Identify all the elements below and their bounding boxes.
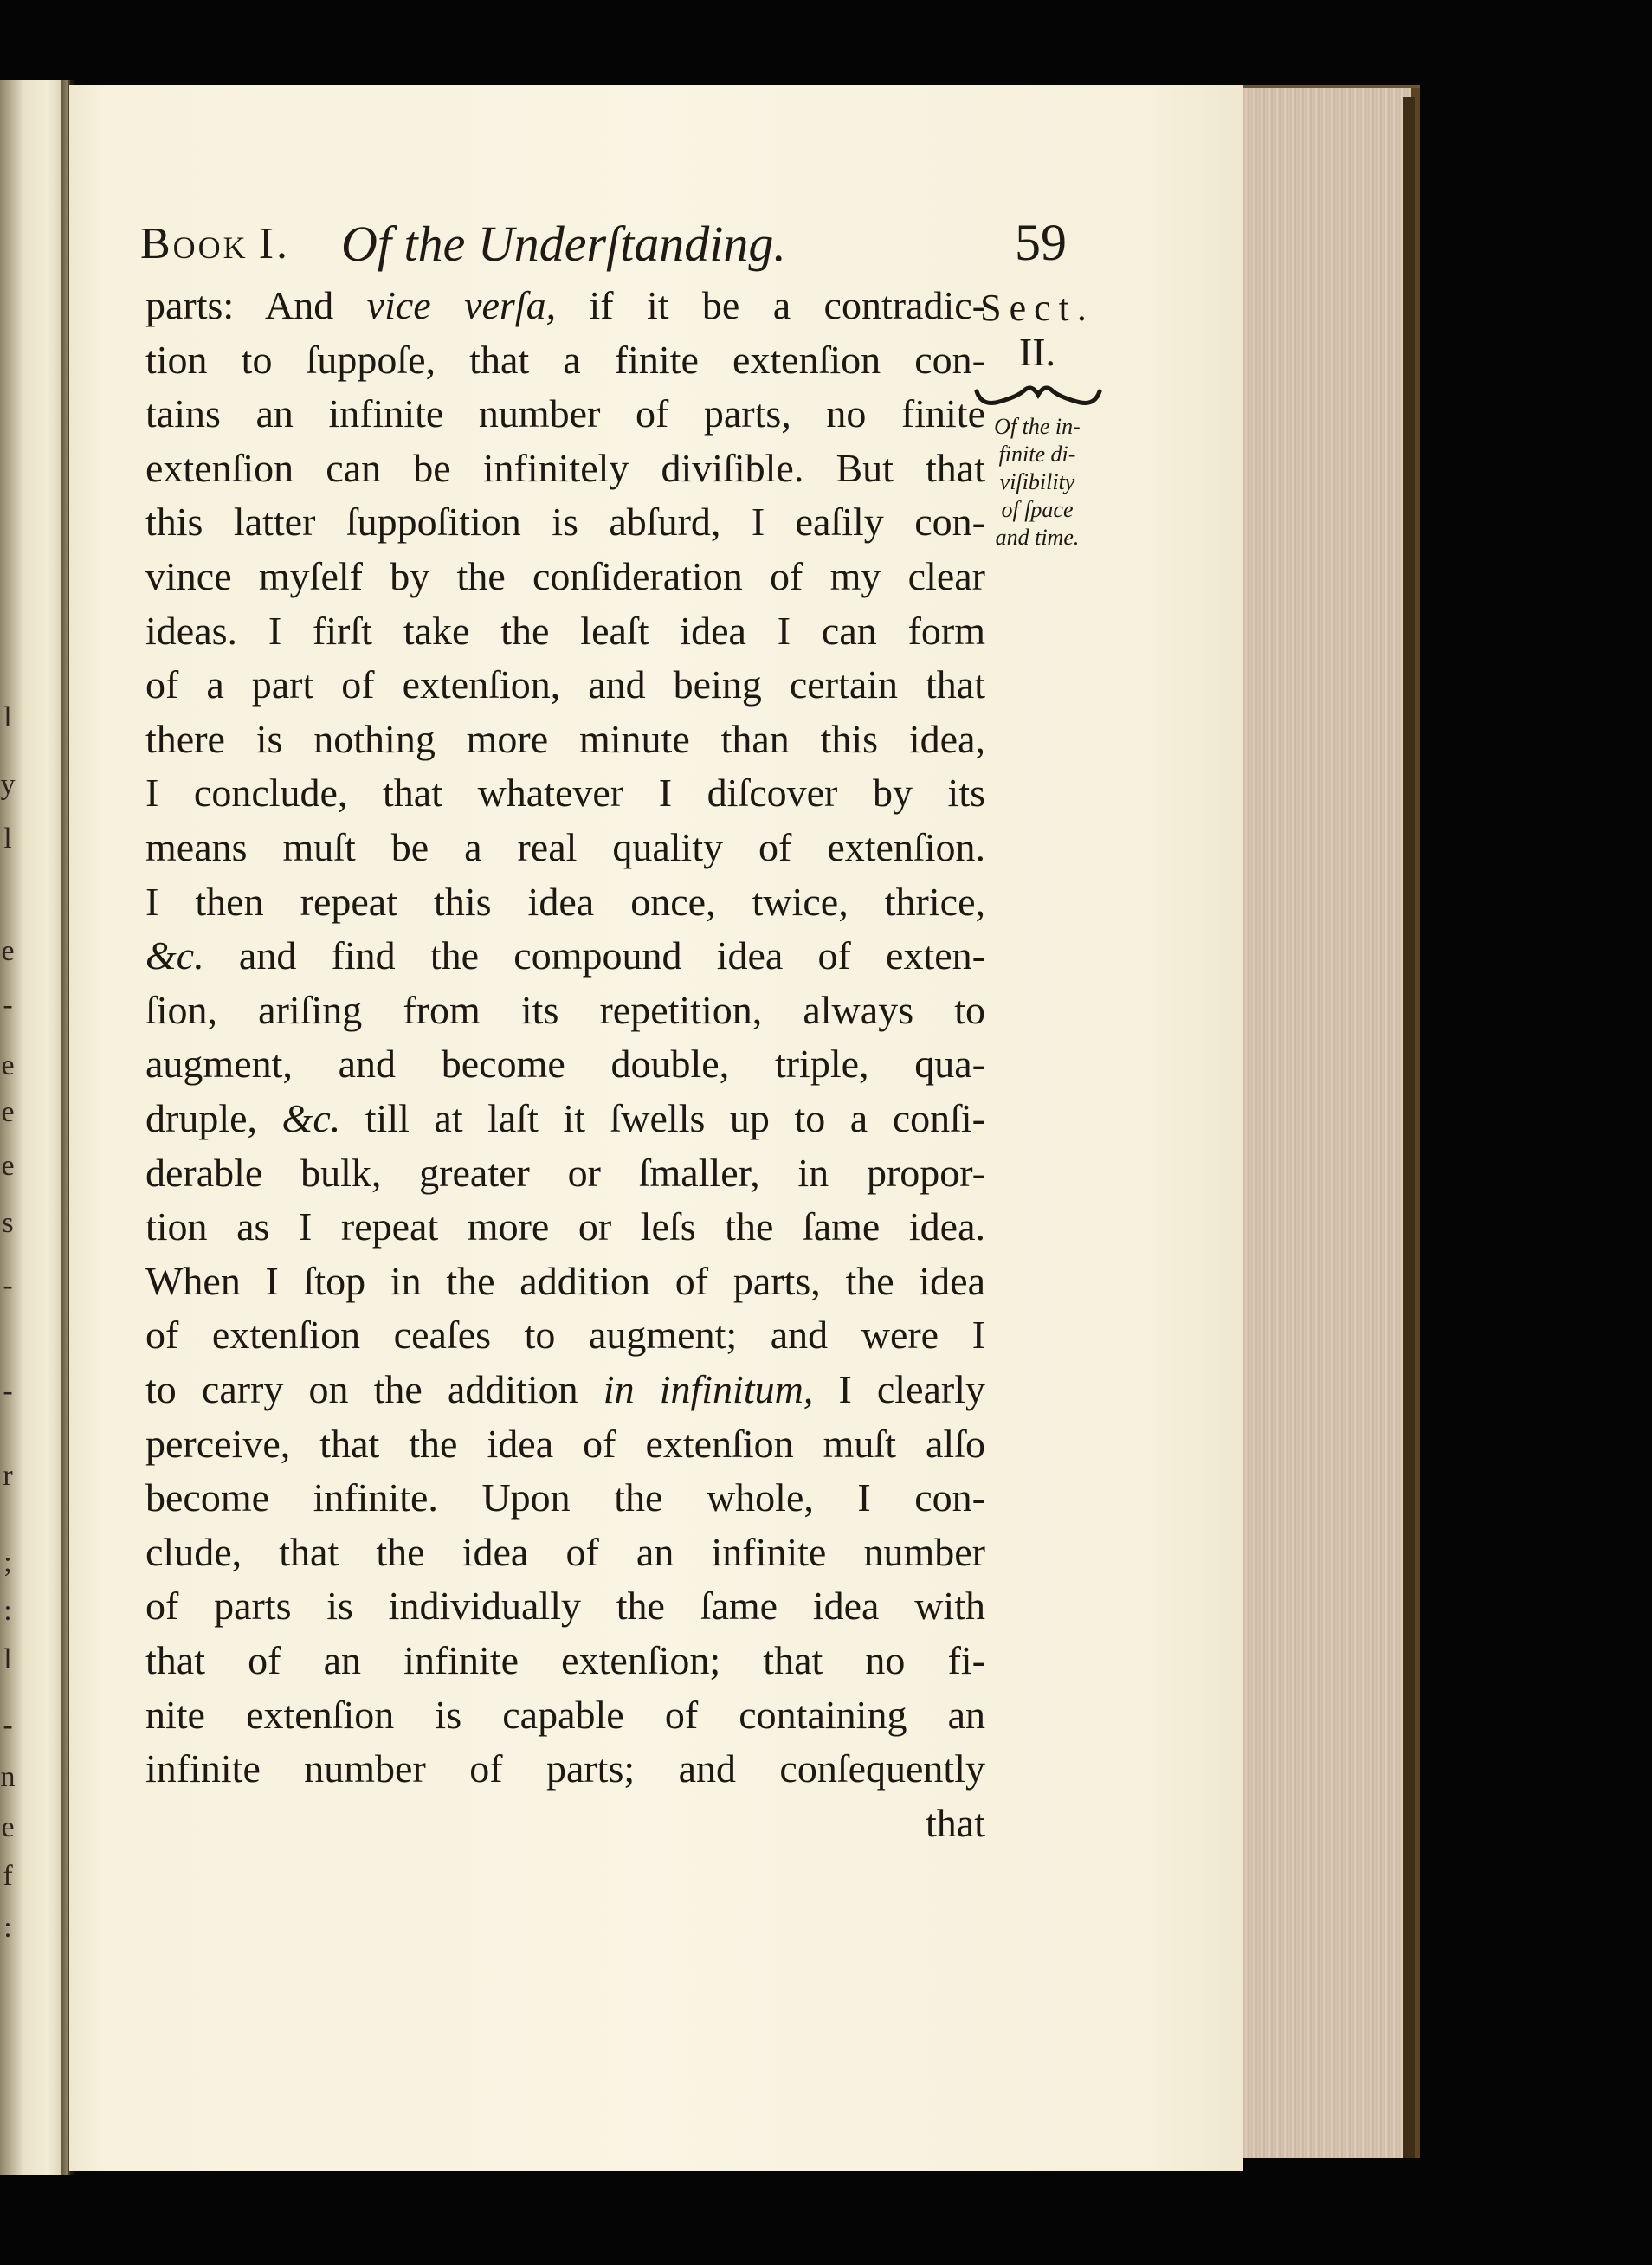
left-page-letter: l [3,701,12,733]
text-line: of a part of extenſion, and being certain that [145,662,985,707]
left-page-letter: : [3,1595,12,1627]
left-page-letter: e [1,1049,15,1081]
page-fore-edge [1235,88,1420,2158]
page-number: 59 [1015,214,1067,271]
header-book-number: I. [258,219,291,268]
left-page-letter: - [3,1269,13,1301]
text-line: clude, that the idea of an infinite number [145,1529,985,1574]
left-page-letter: - [3,989,13,1021]
text-line: druple, &c. till at laſt it ſwells up to a conſi- [145,1096,985,1140]
text-line: I conclude, that whatever I diſcover by its [145,771,985,816]
header-title: Of the Underſtanding. [341,216,786,272]
marginal-note-line: viſibility [999,469,1075,494]
text-line: nite extenſion is capable of containing an [145,1692,985,1737]
left-page-letter: - [3,1375,13,1407]
brace-ornament [973,383,1103,409]
text-line: derable bulk, greater or ſmaller, in propor- [145,1150,985,1195]
text-line: &c. and find the compound idea of exten- [145,933,985,978]
left-page-letter: f [3,1860,13,1892]
left-page-letter: ; [3,1546,12,1578]
text-line: extenſion can be infinitely diviſible. But that [145,445,985,490]
marginal-note-line: and time. [995,525,1080,550]
header-book-word: Book [140,219,248,268]
text-line: When I ſtop in the addition of parts, the idea [145,1258,985,1303]
text-line: this latter ſuppoſition is abſurd, I eaſily con- [145,500,985,545]
left-page-letter: s [2,1207,14,1239]
text-line: vince myſelf by the conſideration of my clear [145,554,985,598]
text-line: become infinite. Upon the whole, I con- [145,1475,985,1520]
left-page-letter: e [1,1096,15,1128]
text-line: parts: And vice verſa, if it be a contradic- [145,283,985,327]
left-page-letter: e [1,1150,15,1182]
text-line: augment, and become double, triple, qua- [145,1042,985,1087]
text-line: means muſt be a real quality of extenſion. [145,825,985,869]
left-page-letter: y [0,769,16,801]
section-label: Sect. [980,287,1094,329]
left-page-letter: e [1,1811,15,1843]
running-header [140,213,1067,282]
text-line: tion as I repeat more or leſs the ſame idea. [145,1204,985,1249]
text-line: infinite number of parts; and conſequently [145,1746,985,1791]
text-line: that [926,1800,985,1845]
marginal-note-line: of ſpace [1001,497,1074,522]
text-line: tains an infinite number of parts, no finite [145,391,985,436]
text-line: I then repeat this idea once, twice, thrice, [145,879,985,924]
left-page-letter: l [3,1643,12,1675]
text-line: perceive, that the idea of extenſion muſt alſo [145,1421,985,1466]
left-page-letter: e [1,935,15,967]
text-line: tion to ſuppoſe, that a finite extenſion con- [145,337,985,382]
text-line: of extenſion ceaſes to augment; and were I [145,1313,985,1358]
text-line: of parts is individually the ſame idea with [145,1584,985,1629]
left-page-letter: l [3,823,12,855]
book-cover-board [1403,97,1415,2158]
header-book [140,218,290,269]
text-line: to carry on the addition in infinitum, I clearly [145,1367,986,1411]
left-page-letter: : [3,1912,12,1944]
section-number: II. [1018,330,1056,374]
text-line: that of an infinite extenſion; that no fi- [145,1638,985,1682]
left-page-letter: - [3,1709,13,1741]
marginal-note-line: Of the in- [994,414,1081,439]
text-line: ideas. I firſt take the leaſt idea I can form [145,608,985,653]
text-line: ſion, ariſing from its repetition, always to [145,987,985,1032]
text-line: there is nothing more minute than this idea, [145,716,985,761]
marginal-note-line: finite di- [998,442,1076,467]
left-page-letter: r [3,1460,13,1492]
left-page-letter: n [0,1761,16,1793]
